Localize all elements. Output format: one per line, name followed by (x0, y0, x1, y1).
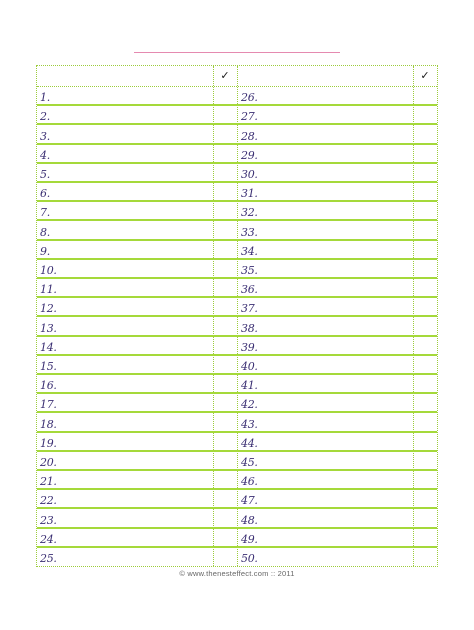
list-item-right (237, 297, 413, 316)
list-item-right (237, 508, 413, 527)
list-item-number: 35. (241, 263, 258, 277)
list-item-left (37, 451, 213, 470)
check-cell-right[interactable] (413, 240, 437, 259)
list-item-number: 29. (241, 148, 258, 162)
list-item-right (237, 316, 413, 335)
check-cell-right[interactable] (413, 124, 437, 143)
check-cell-right[interactable] (413, 547, 437, 566)
check-cell-right[interactable] (413, 412, 437, 431)
check-cell-right[interactable] (413, 470, 437, 489)
list-item-left (37, 508, 213, 527)
right-check-header-icon: ✓ (420, 69, 430, 82)
list-item-left (37, 163, 213, 182)
list-item-number: 14. (40, 340, 57, 354)
list-item-right (237, 105, 413, 124)
check-cell-left[interactable] (213, 124, 237, 143)
list-item-number: 46. (241, 475, 258, 489)
check-cell-left[interactable] (213, 86, 237, 105)
list-item-number: 9. (40, 244, 50, 258)
list-item-right (237, 528, 413, 547)
list-item-number: 47. (241, 494, 258, 508)
list-item-number: 24. (40, 532, 57, 546)
list-item-left (37, 144, 213, 163)
list-item-left (37, 547, 213, 566)
list-item-number: 25. (40, 551, 57, 565)
list-item-number: 34. (241, 244, 258, 258)
list-item-right (237, 201, 413, 220)
check-cell-right[interactable] (413, 201, 437, 220)
check-cell-right[interactable] (413, 297, 437, 316)
list-item-number: 36. (241, 283, 258, 297)
list-item-right (237, 374, 413, 393)
check-cell-left[interactable] (213, 316, 237, 335)
check-cell-left[interactable] (213, 374, 237, 393)
check-cell-right[interactable] (413, 105, 437, 124)
list-item-left (37, 278, 213, 297)
list-item-right (237, 336, 413, 355)
check-cell-right[interactable] (413, 86, 437, 105)
check-cell-left[interactable] (213, 259, 237, 278)
list-item-number: 50. (241, 551, 258, 565)
list-item-right (237, 144, 413, 163)
list-item-number: 10. (40, 263, 57, 277)
list-item-left (37, 297, 213, 316)
list-item-left (37, 220, 213, 239)
check-cell-left[interactable] (213, 355, 237, 374)
list-item-right (237, 182, 413, 201)
list-item-left (37, 470, 213, 489)
list-item-number: 16. (40, 379, 57, 393)
checklist-table (36, 65, 438, 567)
list-item-number: 6. (40, 187, 50, 201)
list-item-number: 32. (241, 206, 258, 220)
list-item-number: 7. (40, 206, 50, 220)
list-item-number: 13. (40, 321, 57, 335)
list-item-left (37, 240, 213, 259)
list-item-number: 12. (40, 302, 57, 316)
check-cell-left[interactable] (213, 297, 237, 316)
list-item-right (237, 86, 413, 105)
list-item-right (237, 547, 413, 566)
list-item-right (237, 393, 413, 412)
list-item-number: 3. (40, 129, 50, 143)
check-cell-right[interactable] (413, 163, 437, 182)
list-item-left (37, 489, 213, 508)
list-item-left (37, 316, 213, 335)
list-item-left (37, 259, 213, 278)
check-cell-left[interactable] (213, 470, 237, 489)
list-item-right (237, 278, 413, 297)
check-cell-left[interactable] (213, 220, 237, 239)
list-item-number: 40. (241, 359, 258, 373)
check-cell-right[interactable] (413, 508, 437, 527)
list-item-number: 39. (241, 340, 258, 354)
check-cell-right[interactable] (413, 432, 437, 451)
list-item-left (37, 355, 213, 374)
title-line (134, 52, 340, 53)
list-item-number: 37. (241, 302, 258, 316)
check-cell-left[interactable] (213, 528, 237, 547)
check-cell-left[interactable] (213, 182, 237, 201)
check-cell-left[interactable] (213, 163, 237, 182)
list-item-left (37, 393, 213, 412)
list-item-right (237, 355, 413, 374)
footer-credit: © www.thenesteffect.com :: 2011 (179, 569, 295, 578)
check-cell-right[interactable] (413, 393, 437, 412)
check-cell-right[interactable] (413, 220, 437, 239)
list-item-right (237, 432, 413, 451)
list-item-right (237, 259, 413, 278)
check-cell-right[interactable] (413, 489, 437, 508)
list-item-number: 26. (241, 91, 258, 105)
list-item-number: 30. (241, 167, 258, 181)
list-item-number: 41. (241, 379, 258, 393)
list-item-right (237, 163, 413, 182)
list-item-number: 22. (40, 494, 57, 508)
list-item-right (237, 220, 413, 239)
list-item-left (37, 432, 213, 451)
list-item-right (237, 489, 413, 508)
list-item-number: 19. (40, 436, 57, 450)
check-cell-left[interactable] (213, 547, 237, 566)
list-item-number: 42. (241, 398, 258, 412)
check-cell-left[interactable] (213, 105, 237, 124)
list-item-left (37, 124, 213, 143)
check-cell-left[interactable] (213, 489, 237, 508)
check-cell-right[interactable] (413, 336, 437, 355)
list-item-number: 27. (241, 110, 258, 124)
list-item-left (37, 86, 213, 105)
list-item-left (37, 412, 213, 431)
check-cell-left[interactable] (213, 240, 237, 259)
list-item-number: 20. (40, 455, 57, 469)
check-cell-right[interactable] (413, 316, 437, 335)
list-item-number: 45. (241, 455, 258, 469)
list-item-number: 8. (40, 225, 50, 239)
list-item-number: 44. (241, 436, 258, 450)
list-item-number: 31. (241, 187, 258, 201)
check-cell-right[interactable] (413, 451, 437, 470)
list-item-left (37, 336, 213, 355)
list-item-number: 43. (241, 417, 258, 431)
check-cell-left[interactable] (213, 508, 237, 527)
list-item-number: 38. (241, 321, 258, 335)
list-item-number: 1. (40, 91, 50, 105)
list-item-right (237, 451, 413, 470)
check-cell-right[interactable] (413, 182, 437, 201)
list-item-number: 5. (40, 167, 50, 181)
check-cell-left[interactable] (213, 412, 237, 431)
list-item-right (237, 240, 413, 259)
list-item-number: 18. (40, 417, 57, 431)
list-item-left (37, 105, 213, 124)
check-cell-right[interactable] (413, 259, 437, 278)
check-cell-left[interactable] (213, 144, 237, 163)
check-cell-right[interactable] (413, 528, 437, 547)
list-item-number: 33. (241, 225, 258, 239)
check-cell-left[interactable] (213, 451, 237, 470)
check-cell-right[interactable] (413, 374, 437, 393)
list-item-number: 21. (40, 475, 57, 489)
list-item-number: 23. (40, 513, 57, 527)
check-cell-left[interactable] (213, 393, 237, 412)
list-item-number: 49. (241, 532, 258, 546)
check-cell-right[interactable] (413, 278, 437, 297)
left-check-header-icon: ✓ (220, 69, 230, 82)
list-item-number: 2. (40, 110, 50, 124)
list-item-right (237, 124, 413, 143)
list-item-left (37, 201, 213, 220)
list-item-right (237, 470, 413, 489)
check-cell-right[interactable] (413, 144, 437, 163)
list-item-number: 11. (40, 283, 57, 297)
list-item-left (37, 374, 213, 393)
check-cell-left[interactable] (213, 201, 237, 220)
check-cell-left[interactable] (213, 432, 237, 451)
check-cell-left[interactable] (213, 336, 237, 355)
list-item-number: 15. (40, 359, 57, 373)
list-item-number: 4. (40, 148, 50, 162)
list-item-left (37, 182, 213, 201)
list-item-left (37, 528, 213, 547)
list-item-number: 28. (241, 129, 258, 143)
list-item-number: 17. (40, 398, 57, 412)
check-cell-right[interactable] (413, 355, 437, 374)
check-cell-left[interactable] (213, 278, 237, 297)
list-item-number: 48. (241, 513, 258, 527)
list-item-right (237, 412, 413, 431)
